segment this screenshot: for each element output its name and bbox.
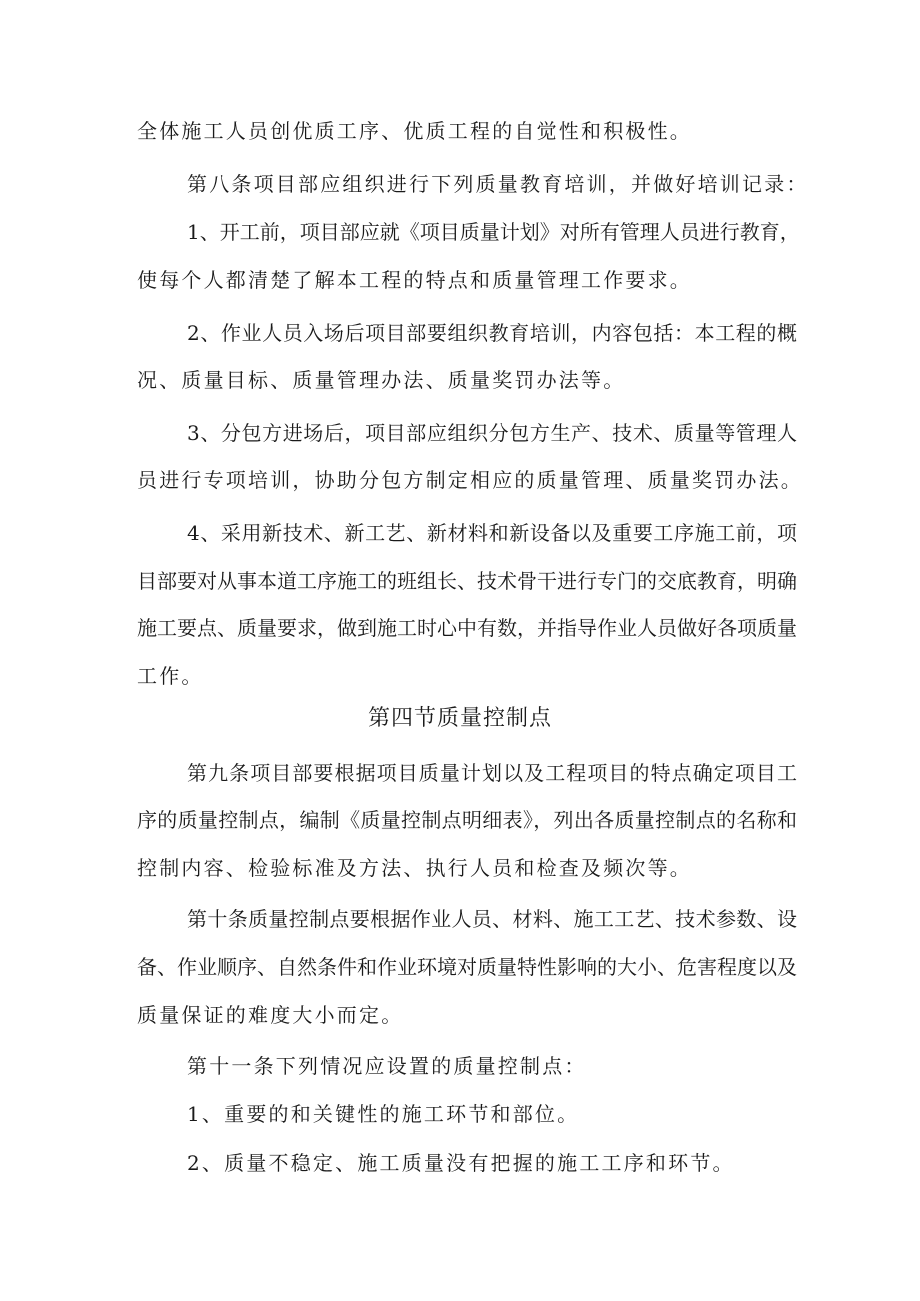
article-9-line-3: 控制内容、检验标准及方法、执行人员和检查及频次等。 — [137, 856, 692, 880]
article-10-line-1: 第十条质量控制点要根据作业人员、材料、施工工艺、技术参数、设 — [187, 907, 797, 931]
list-item-4-line-2: 目部要对从事本道工序施工的班组长、技术骨干进行专门的交底教育，明确 — [137, 569, 797, 593]
list-item-3-line-2: 员进行专项培训，协助分包方制定相应的质量管理、质量奖罚办法。 — [137, 468, 803, 492]
section-heading: 第四节质量控制点 — [367, 706, 552, 731]
article-8-heading: 第八条项目部应组织进行下列质量教育培训，并做好培训记录： — [187, 172, 809, 196]
article-9-line-2: 序的质量控制点，编制《质量控制点明细表》，列出各质量控制点的名称和 — [137, 808, 797, 832]
list-item-1-line-2: 使每个人都清楚了解本工程的特点和质量管理工作要求。 — [137, 268, 692, 292]
article-10-line-2: 备、作业顺序、自然条件和作业环境对质量特性影响的大小、危害程度以及 — [137, 955, 797, 979]
control-point-item-1: 1、重要的和关键性的施工环节和部位。 — [187, 1102, 580, 1126]
list-item-2-line-2: 况、质量目标、质量管理办法、质量奖罚办法等。 — [137, 368, 626, 392]
list-item-4-line-3: 施工要点、质量要求，做到施工时心中有数，并指导作业人员做好各项质量 — [137, 616, 797, 640]
article-9-line-1: 第九条项目部要根据项目质量计划以及工程项目的特点确定项目工 — [187, 761, 797, 785]
article-10-line-3: 质量保证的难度大小而定。 — [137, 1003, 404, 1027]
list-item-1-line-1: 1、开工前，项目部应就《项目质量计划》对所有管理人员进行教育， — [187, 220, 800, 244]
control-point-item-2: 2、质量不稳定、施工质量没有把握的施工工序和环节。 — [187, 1151, 735, 1175]
list-item-4-line-4: 工作。 — [137, 664, 204, 688]
paragraph-line: 全体施工人员创优质工序、优质工程的自觉性和积极性。 — [137, 119, 692, 143]
list-item-3-line-1: 3、分包方进场后，项目部应组织分包方生产、技术、质量等管理人 — [187, 421, 797, 445]
list-item-2-line-1: 2、作业人员入场后项目部要组织教育培训，内容包括：本工程的概 — [187, 321, 797, 345]
article-11-heading: 第十一条下列情况应设置的质量控制点： — [187, 1054, 587, 1078]
list-item-4-line-1: 4、采用新技术、新工艺、新材料和新设备以及重要工序施工前，项 — [187, 521, 797, 545]
